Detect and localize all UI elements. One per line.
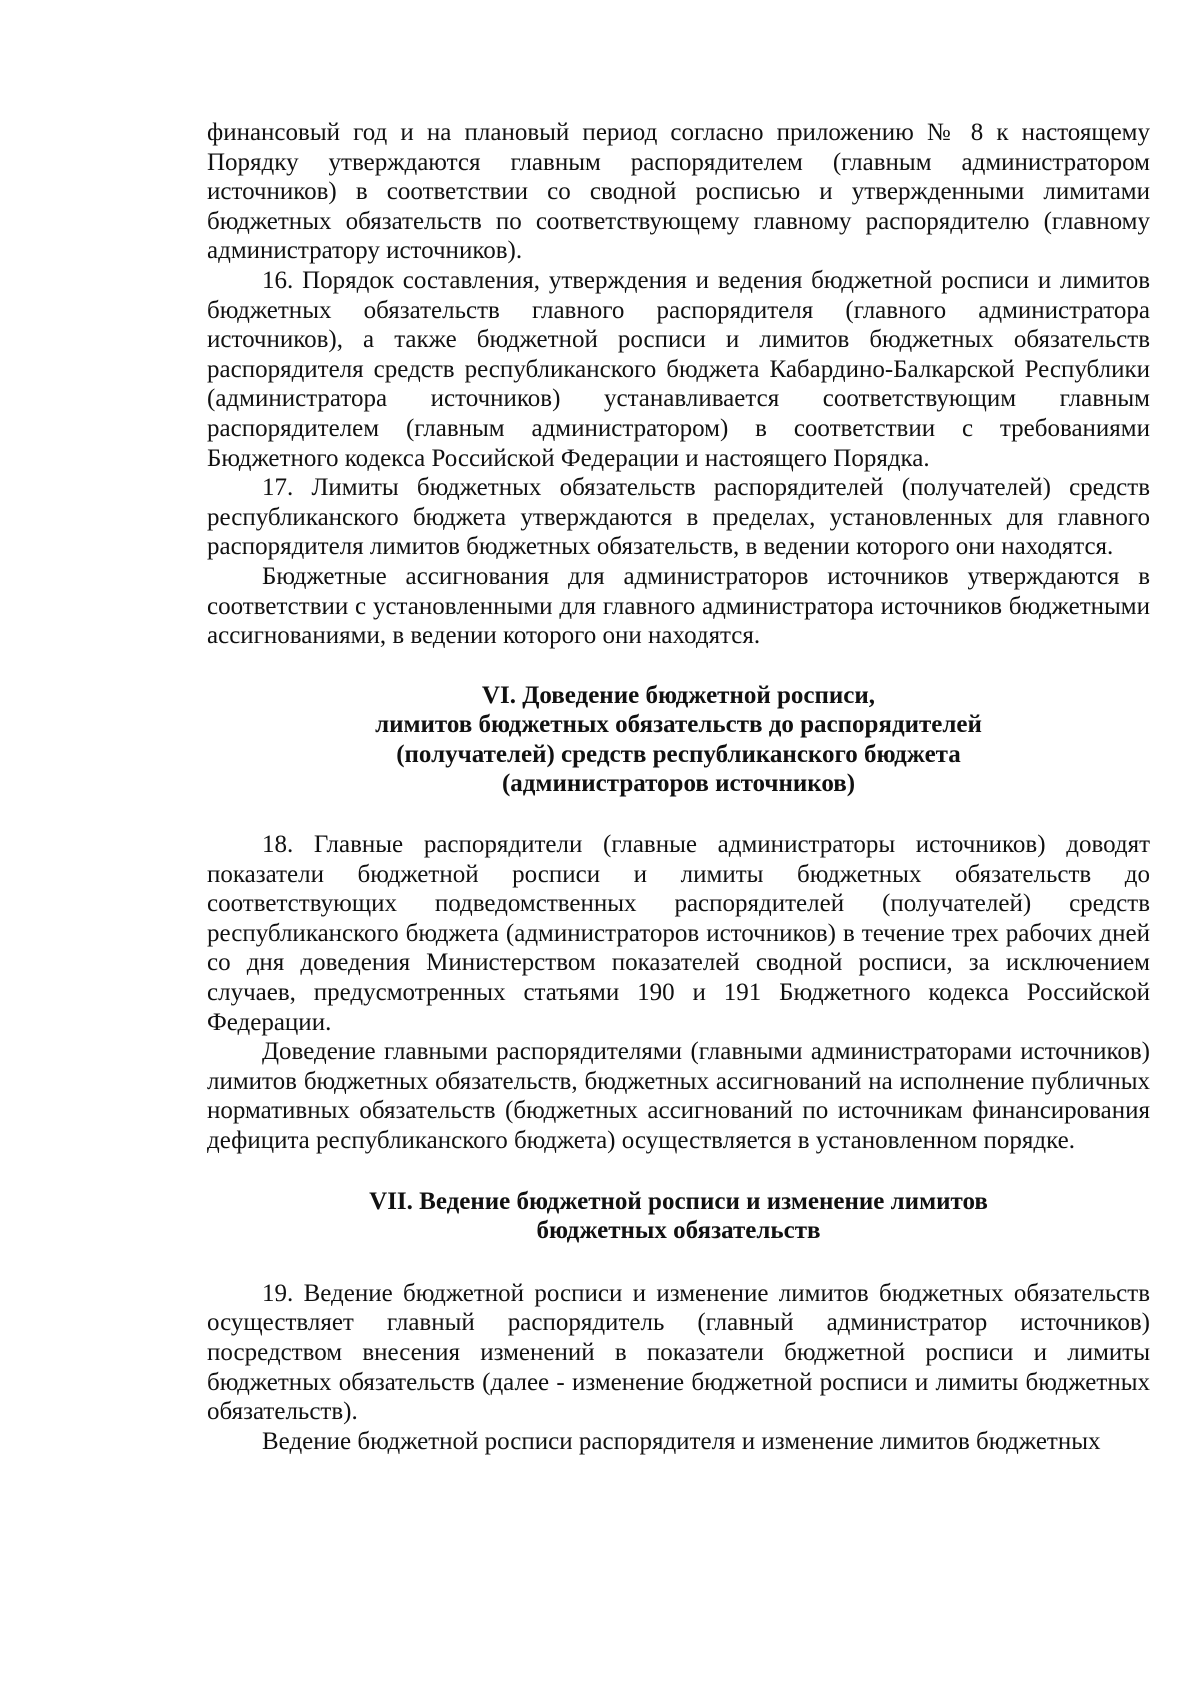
section-vi-heading-line: (администраторов источников): [501, 770, 856, 798]
section-vi-heading-line: лимитов бюджетных обязательств до распорядителей: [375, 711, 982, 739]
spacer: [207, 1156, 1150, 1187]
spacer: [207, 799, 1150, 830]
spacer: [207, 651, 1150, 681]
paragraph-continuation: финансовый год и на плановый период согласно приложению № 8 к настоящему Порядку утверждаются главным распорядителем (главным администратором источников) в соответствии со сводной росписью и утвержденными лимитами бюджетных обязательств по соответствующему главному распорядителю (главному администратору источников).: [207, 119, 1150, 265]
section-vi-heading-line: (получателей) средств республиканского бюджета: [396, 740, 961, 768]
paragraph-16: 16. Порядок составления, утверждения и ведения бюджетной росписи и лимитов бюджетных обязательств главного распорядителя (главного администратора источников), а также бюджетной росписи и лимитов бюджетных обязательств распорядителя средств республиканского бюджета Кабардино-Балкарской Республики (администратора источников) устанавливается соответствующим главным распорядителем (главным администратором) в соответствии с требованиями Бюджетного кодекса Российской Федерации и настоящего Порядка.: [207, 266, 1150, 472]
spacer: [207, 1246, 1150, 1279]
section-vii-heading-line: VII. Ведение бюджетной росписи и изменение лимитов: [369, 1187, 988, 1215]
document-body: [207, 118, 1150, 1456]
paragraph-17: 17. Лимиты бюджетных обязательств распорядителей (получателей) средств республиканского бюджета утверждаются в пределах, установленных для главного распорядителя лимитов бюджетных обязательств, в ведении которого они находятся.: [207, 474, 1150, 561]
paragraph-18-delivery: Доведение главными распорядителями (главными администраторами источников) лимитов бюджетных обязательств, бюджетных ассигнований на исполнение публичных нормативных обязательств (бюджетных ассигнований по источникам финансирования дефицита республиканского бюджета) осуществляется в установленном порядке.: [207, 1038, 1150, 1154]
paragraph-19: 19. Ведение бюджетной росписи и изменение лимитов бюджетных обязательств осуществляет главный распорядитель (главный администратор источников) посредством внесения изменений в показатели бюджетной росписи и лимиты бюджетных обязательств (далее - изменение бюджетной росписи и лимиты бюджетных обязательств).: [207, 1279, 1150, 1426]
section-vii-heading-line: бюджетных обязательств: [536, 1217, 821, 1245]
section-vi-heading-line: VI. Доведение бюджетной росписи,: [481, 681, 876, 709]
section-vii-heading: [207, 1187, 1150, 1246]
paragraph-17-allocations: Бюджетные ассигнования для администраторов источников утверждаются в соответствии с установленными для главного администратора источников бюджетными ассигнованиями, в ведении которого они находятся.: [207, 562, 1150, 650]
section-vi-heading: [207, 681, 1150, 799]
paragraph-19-distributor: Ведение бюджетной росписи распорядителя и изменение лимитов бюджетных: [262, 1427, 1101, 1455]
paragraph-18: 18. Главные распорядители (главные администраторы источников) доводят показатели бюджетной росписи и лимиты бюджетных обязательств до соответствующих подведомственных распорядителей (получателей) средств республиканского бюджета (администраторов источников) в течение трех рабочих дней со дня доведения Министерством показателей сводной росписи, за исключением случаев, предусмотренных статьями 190 и 191 Бюджетного кодекса Российской Федерации.: [207, 831, 1150, 1036]
